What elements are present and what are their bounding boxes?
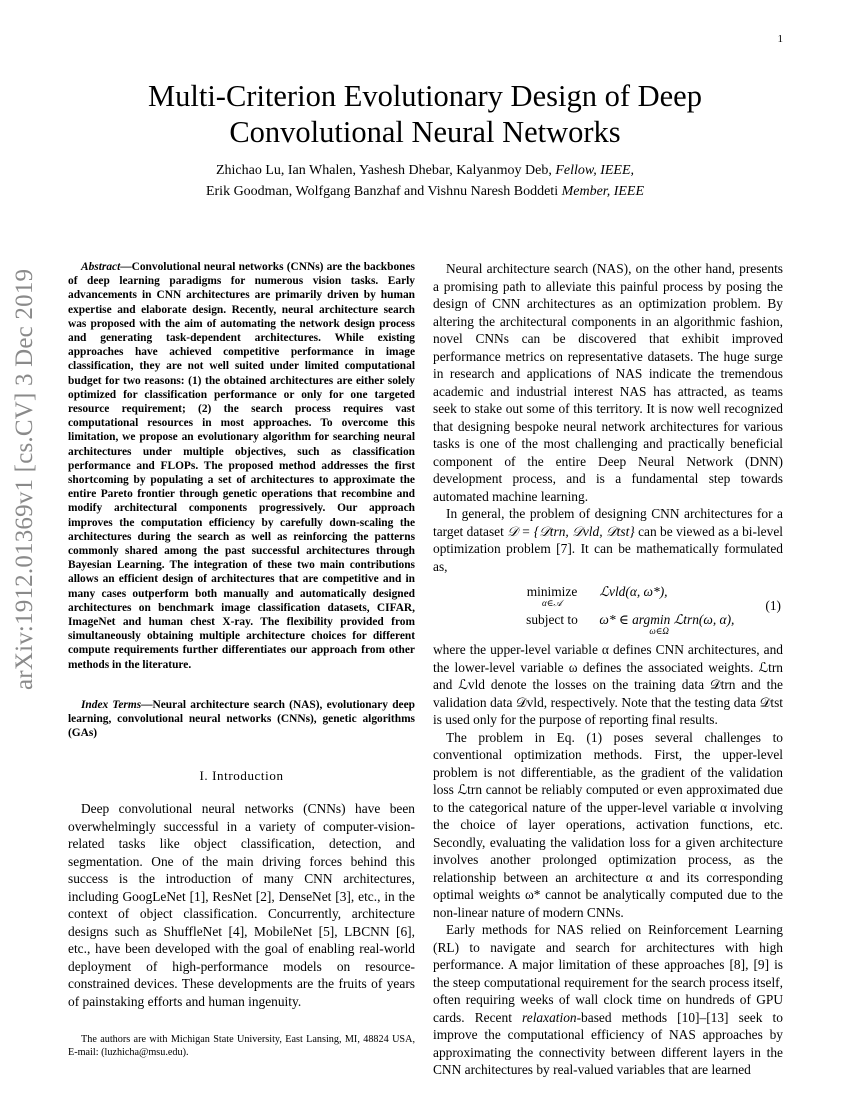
eq-minimize-sub: α∈𝒜: [542, 597, 562, 608]
body-paragraph-rl: [433, 921, 783, 1079]
abstract: [68, 260, 415, 672]
left-column: [68, 260, 415, 1059]
body-paragraph-challenges: The problem in Eq. (1) poses several challenges to conventional optimization methods. First, the upper-level problem is not differentiable, as the gradient of the validation loss ℒtrn cannot be reliably computed or even approximated due to the categorical nature of the upper-level variable α involving the choice of layer operations, activation functions, etc. Secondly, evaluating the validation loss for a given architecture involves another prolonged optimization process, as the relationship between an architecture α and its corresponding optimal weights ω* cannot be analytically computed due to the non-linear nature of modern CNNs.: [433, 729, 783, 920]
right-column: [433, 260, 783, 1079]
eq-objective: ℒvld(α, ω*),: [599, 584, 668, 599]
footnote: The authors are with Michigan State University, East Lansing, MI, 48824 USA, E-mail: (luzhicha@msu.edu).: [68, 1034, 415, 1058]
eq-subject-to: subject to: [526, 612, 578, 627]
author-line-1: [90, 160, 760, 181]
eq-constraint-sub: ω∈Ω: [649, 625, 669, 636]
author-names-1: Zhichao Lu, Ian Whalen, Yashesh Dhebar, Kalyanmoy Deb,: [215, 163, 552, 178]
body-paragraph-bilevel: [433, 505, 783, 575]
paragraph-text: Early methods for NAS relied on Reinforcement Learning (RL) to navigate and search for architectures with high performance. A major limitation of these approaches [8], [9] is the steep computational requirement for the search process itself, often requiring weeks of wall clock time on hundreds of GPU cards. Recent: [433, 922, 783, 1025]
dataset-math: 𝒟 = {𝒟trn, 𝒟vld, 𝒟tst}: [507, 523, 635, 539]
arxiv-stamp: arXiv:1912.01369v1 [cs.CV] 3 Dec 2019: [11, 268, 38, 690]
section-heading: I. Introduction: [199, 767, 284, 783]
paragraph-text: can be viewed as a bi-level optimization problem [7]. It can be mathematically formulated as,: [433, 523, 783, 574]
equation-row-2: [508, 611, 734, 636]
author-membership-2: Member, IEEE: [561, 184, 645, 199]
eq-constraint-text: ω* ∈ argmin ℒtrn(ω, α),: [599, 612, 735, 627]
author-membership-1: Fellow, IEEE,: [555, 163, 635, 178]
abstract-text: —Convolutional neural networks (CNNs) are the backbones of deep learning paradigms for numerous vision tasks. Early advancements in CNN architectures are primarily driven by human expertise and elaborate design. Recently, neural architecture search was proposed with the aim of automating the network design process and generating task-dependent architectures. While existing approaches have achieved competitive performance in image classification, they are not well suited under limited computational budget for two reasons: (1) the obtained architectures are either solely optimized for classification performance or only for one targeted resource requirement; (2) the search process requires vast computational resources in most approaches. To overcome this limitation, we propose an evolutionary algorithm for searching neural architectures under multiple objectives, such as classification performance and FLOPs. The proposed method addresses the first shortcoming by populating a set of architectures to approximate the entire Pareto frontier through genetic operations that recombine and modify architectural components progressively. Our approach improves the computation efficiency by carefully down-scaling the architectures during the search as well as reinforcing the patterns commonly shared among the past successful architectures through Bayesian Learning. The integration of these two main contributions allows an efficient design of architectures that are competitive and in many cases outperform both manually and automatically designed architectures on benchmark image classification datasets, CIFAR, ImageNet and human chest X-ray. The flexibility provided from simultaneously obtaining multiple architecture choices for different compute requirements further differentiates our approach from other methods in the literature.: [68, 261, 415, 671]
author-names-2: Erik Goodman, Wolfgang Banzhaf and Vishnu Naresh Boddeti: [205, 184, 559, 199]
page-number: 1: [777, 33, 783, 45]
equation-number: (1): [765, 598, 781, 613]
paragraph-text: -based methods [10]–[13] seek to improve the computational efficiency of NAS approaches by approximating the connectivity between different layers in the CNN architectures by real-valued variables that are learned: [433, 1009, 783, 1077]
eq-constraint: [599, 611, 734, 636]
abstract-lead: Abstract: [81, 261, 121, 273]
eq-minimize-label: minimize: [526, 584, 578, 599]
body-paragraph-variables: where the upper-level variable α defines CNN architectures, and the lower-level variable ω defines the associated weights. ℒtrn and ℒvld denote the losses on the training data 𝒟trn and the validation data 𝒟vld, respectively. Note that the testing data 𝒟tst is used only for the purpose of reporting final results.: [433, 642, 783, 727]
equation-1: [433, 581, 783, 636]
index-terms: [68, 698, 415, 741]
intro-paragraph: Deep convolutional neural networks (CNNs) have been overwhelmingly successful in a variety of computer-vision-related tasks like object classification, detection, and segmentation. One of the main driving forces behind this success is the introduction of many CNN architectures, including GoogLeNet [1], ResNet [2], DenseNet [3], etc., in the context of object classification. Concurrently, architecture designs such as ShuffleNet [4], MobileNet [5], LBCNN [6], etc., have been developed with the goal of enabling real-world deployment of high-performance models on resource-constrained devices. These developments are the fruits of years of painstaking efforts and human ingenuity.: [68, 801, 415, 1009]
body-paragraph-nas: Neural architecture search (NAS), on the other hand, presents a promising path to alleviate this painful process by posing the design of CNN architectures as an optimization problem. By altering the architectural components in an algorithmic fashion, novel CNNs can be discovered that exhibit improved performance metrics on representative datasets. The huge surge in research and applications of NAS indicate the tremendous academic and industrial interest NAS has attracted, as teams seek to stake out some of this territory. It is now well recognized that designing bespoke neural network architectures for various tasks is one of the most challenging and practically beneficial component of the entire Deep Neural Network (DNN) development process, and is a fundamental step towards automated machine learning.: [433, 261, 783, 504]
author-list: [90, 160, 760, 202]
index-terms-lead: Index Terms: [81, 698, 142, 711]
equation-row-1: [508, 583, 668, 610]
index-terms-text: —Neural architecture search (NAS), evolutionary deep learning, convolutional neural networks (CNNs), genetic algorithms (GAs): [68, 698, 415, 740]
author-line-2: [90, 181, 760, 202]
paper-title: Multi-Criterion Evolutionary Design of Deep Convolutional Neural Networks: [148, 79, 702, 149]
paragraph-text: In general, the problem of designing CNN architectures for a target dataset: [433, 506, 783, 539]
eq-minimize: [508, 583, 596, 608]
relaxation-term: relaxation: [522, 1009, 577, 1025]
